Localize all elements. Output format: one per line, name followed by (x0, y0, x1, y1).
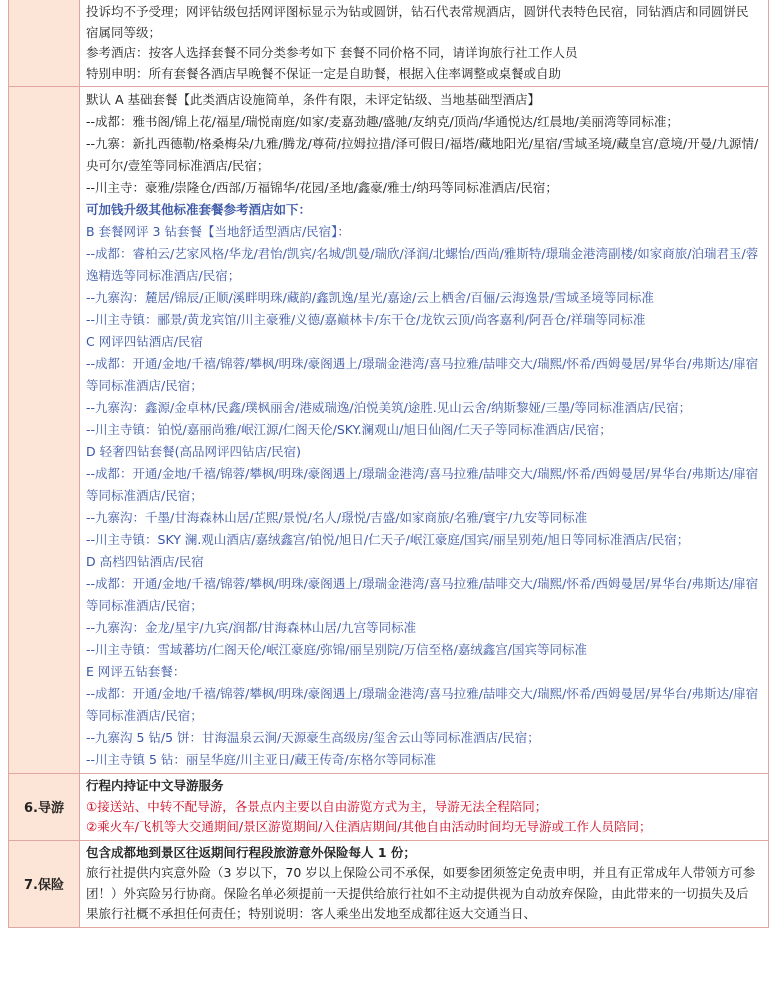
insurance-row (9, 840, 769, 927)
upgrade-line: --成都：开通/金地/千禧/锦蓉/攀枫/明珠/豪阁遇上/璟瑞金港湾/喜马拉雅/喆啡交大/瑞熙/怀希/西姆曼居/昇华台/弗斯达/扉宿等同标准酒店/民宿； (86, 686, 759, 723)
guide-title: 行程内持证中文导游服务 (86, 778, 224, 793)
upgrade-line: B 套餐网评 3 钻套餐【当地舒适型酒店/民宿】： (86, 224, 350, 239)
guide-label: 6.导游 (9, 774, 80, 841)
upgrade-title: 可加钱升级其他标准套餐参考酒店如下： (86, 202, 312, 217)
notes-label-cell (9, 0, 80, 87)
notes-row (9, 0, 769, 87)
upgrade-line: --成都：开通/金地/千禧/锦蓉/攀枫/明珠/豪阁遇上/璟瑞金港湾/喜马拉雅/喆啡交大/瑞熙/怀希/西姆曼居/昇华台/弗斯达/扉宿等同标准酒店/民宿； (86, 466, 759, 503)
upgrade-line: --川主寺镇 5 钻：丽呈华庭/川主亚日/藏王传奇/东格尔等同标准 (86, 752, 437, 767)
insurance-title: 包含成都地到景区往返期间行程段旅游意外保险每人 1 份； (86, 844, 416, 860)
guide-row (9, 774, 769, 841)
upgrade-line: --川主寺镇：铂悦/嘉丽尚雅/岷江源/仁阁天伦/SKY.澜观山/旭日仙阁/仁天子等同标准酒店/民宿； (86, 422, 612, 437)
default-hotel-line: --成都：雅书阁/锦上花/福星/瑞悦南庭/如家/麦嘉劲趣/盛驰/友纳克/顶尚/华通悦达/红晨地/美丽湾等同标准； (86, 114, 679, 129)
upgrade-line: --成都：开通/金地/千禧/锦蓉/攀枫/明珠/豪阁遇上/璟瑞金港湾/喜马拉雅/喆啡交大/瑞熙/怀希/西姆曼居/昇华台/弗斯达/扉宿等同标准酒店/民宿； (86, 356, 759, 393)
upgrade-line: --成都：开通/金地/千禧/锦蓉/攀枫/明珠/豪阁遇上/璟瑞金港湾/喜马拉雅/喆啡交大/瑞熙/怀希/西姆曼居/昇华台/弗斯达/扉宿等同标准酒店/民宿； (86, 576, 759, 613)
insurance-text: 旅行社提供内宾意外险（3 岁以下，70 岁以上保险公司不承保，如要参团须签定免责申明，并且有正常成年人带领方可参团！）外宾险另行协商。保险名单必须提前一天提供给旅行社如不主动提供视为自动放弃保险，由此带来的一切损失及后果旅行社概不承担任何责任；特别说明：客人乘坐出发地至成都往返大交通当日、 (86, 865, 756, 921)
default-hotel-line: --九寨：新扎西德勒/格桑梅朵/九雅/腾龙/尊荷/拉姆拉措/泽可假日/福塔/藏地阳光/星宿/雪域圣境/藏皇宫/意境/开曼/九源情/央可尔/壹笙等同标准酒店/民宿； (86, 136, 759, 173)
insurance-label: 7.保险 (9, 840, 80, 927)
upgrade-line: D 轻奢四钻套餐(高品网评四钻店/民宿) (86, 444, 302, 459)
upgrade-line: --九寨沟：鑫源/金卓林/民鑫/璞枫丽舍/港威瑞逸/泊悦美筑/途胜.见山云舍/纳斯黎娅/三墨/等同标准酒店/民宿； (86, 400, 692, 415)
default-package-title: 默认 A 基础套餐【此类酒店设施简单，条件有限，未评定钻级、当地基础型酒店】 (86, 92, 540, 107)
hotels-cell (80, 87, 769, 774)
upgrade-line: --川主寺镇：SKY 澜.观山酒店/嘉绒鑫宫/铂悦/旭日/仁天子/岷江豪庭/国宾/丽呈别苑/旭日等同标准酒店/民宿； (86, 532, 690, 547)
guide-item: ②乘火车/飞机等大交通期间/景区游览期间/入住酒店期间/其他自由活动时间均无导游或工作人员陪同； (86, 819, 652, 834)
itinerary-info-table (8, 0, 769, 928)
upgrade-line: --川主寺镇：郦景/黄龙宾馆/川主豪雅/义德/嘉巅林卡/东干仓/龙钦云顶/尚客嘉利/阿吾仓/祥瑞等同标准 (86, 312, 646, 327)
hotels-label-cell (9, 87, 80, 774)
upgrade-line: C 网评四钻酒店/民宿 (86, 334, 203, 349)
upgrade-line: --川主寺镇：雪域蕃坊/仁阁天伦/岷江豪庭/弥锦/丽呈别院/万信至格/嘉绒鑫宫/国宾等同标准 (86, 642, 588, 657)
upgrade-line: --成都：睿柏云/艺家风格/华龙/君怡/凯宾/名城/凯曼/瑞欣/泽润/北螺怡/西尚/雅斯特/璟瑞金港湾副楼/如家商旅/泊瑞君玉/蓉逸精选等同标准酒店/民宿； (86, 246, 759, 283)
upgrade-line: E 网评五钻套餐： (86, 664, 186, 679)
notes-cell (80, 0, 769, 87)
upgrade-line: D 高档四钻酒店/民宿 (86, 554, 204, 569)
insurance-cell (80, 840, 769, 927)
upgrade-line: --九寨沟：千墨/甘海森林山居/芷熙/景悦/名人/璟悦/吉盛/如家商旅/名雅/寰宇/九安等同标准 (86, 510, 588, 525)
upgrade-line: --九寨沟 5 钻/5 饼：甘海温泉云涧/天源豪生高级房/玺舍云山等同标准酒店/民宿； (86, 730, 540, 745)
guide-item: ①接送站、中转不配导游，各景点内主要以自由游览方式为主，导游无法全程陪同； (86, 798, 548, 814)
upgrade-line: --九寨沟：麓居/锦辰/正顺/溪畔明珠/藏韵/鑫凯逸/星光/嘉途/云上栖舍/百俪/云海逸景/雪域圣境等同标准 (86, 290, 654, 305)
upgrade-line: --九寨沟：金龙/星宇/九宾/润都/甘海森林山居/九宫等同标准 (86, 620, 417, 635)
guide-cell (80, 774, 769, 841)
hotels-row (9, 87, 769, 774)
note-line: 参考酒店：按客人选择套餐不同分类参考如下 套餐不同价格不同，请详询旅行社工作人员 (86, 45, 578, 60)
note-line: 投诉均不予受理；网评钻级包括网评图标显示为钻或圆饼，钻石代表常规酒店，圆饼代表特色民宿，同钻酒店和同圆饼民宿属同等级； (86, 4, 749, 40)
note-line: 特别申明：所有套餐各酒店早晚餐不保证一定是自助餐，根据入住率调整或桌餐或自助 (86, 65, 562, 81)
default-hotel-line: --川主寺：豪雅/崇隆仓/西部/万福锦华/花园/圣地/鑫豪/雅士/纳玛等同标准酒店/民宿； (86, 180, 558, 195)
